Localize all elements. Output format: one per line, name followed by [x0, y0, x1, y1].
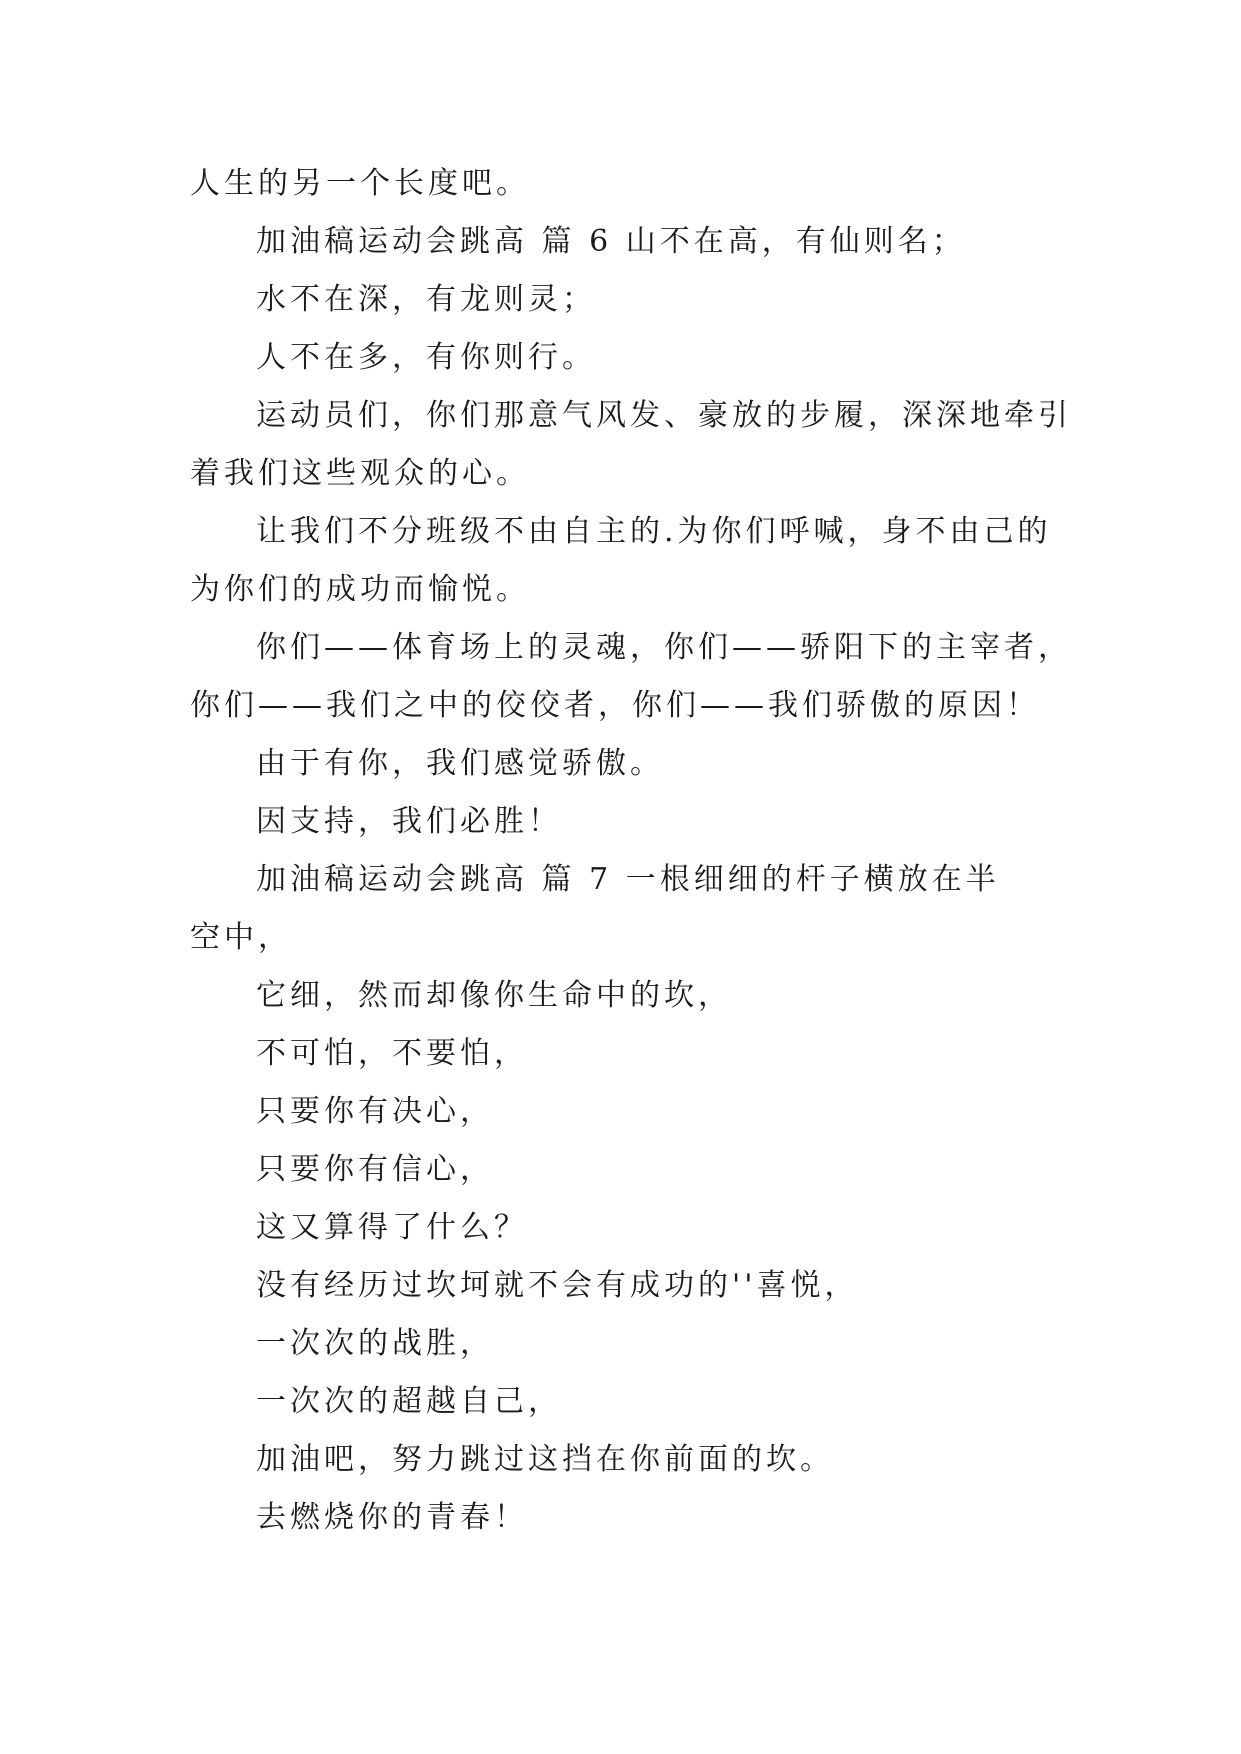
text-line: 人生的另一个长度吧。: [190, 166, 530, 201]
text-line: 运动员们，你们那意气风发、豪放的步履，深深地牵引: [256, 398, 1072, 433]
text-line: 一次次的超越自己，: [256, 1384, 562, 1419]
section-heading-line: 加油稿运动会跳高 篇 6 山不在高，有仙则名；: [256, 224, 966, 259]
text-line: 着我们这些观众的心。: [190, 456, 530, 491]
text-line: 为你们的成功而愉悦。: [190, 572, 530, 607]
text-line: 你们——我们之中的佼佼者，你们——我们骄傲的原因！: [190, 688, 1040, 723]
text-line: 不可怕，不要怕，: [256, 1036, 528, 1071]
text-line: 空中，: [190, 920, 292, 955]
text-line: 它细，然而却像你生命中的坎，: [256, 978, 732, 1013]
text-line: 由于有你，我们感觉骄傲。: [256, 746, 664, 781]
text-line: 水不在深，有龙则灵；: [256, 282, 596, 317]
document-body: [190, 155, 1072, 1547]
text-line: 人不在多，有你则行。: [256, 340, 596, 375]
text-line: 去燃烧你的青春！: [256, 1500, 528, 1535]
text-line: 只要你有信心，: [256, 1152, 494, 1187]
text-line: 让我们不分班级不由自主的.为你们呼喊，身不由己的: [256, 514, 1052, 549]
text-line: 一次次的战胜，: [256, 1326, 494, 1361]
text-line: 没有经历过坎坷就不会有成功的''喜悦，: [256, 1268, 859, 1303]
text-line: 只要你有决心，: [256, 1094, 494, 1129]
section-heading-line: 加油稿运动会跳高 篇 7 一根细细的杆子横放在半: [256, 862, 1000, 897]
text-line: 你们——体育场上的灵魂，你们——骄阳下的主宰者，: [256, 630, 1072, 665]
text-line: 加油吧，努力跳过这挡在你前面的坎。: [256, 1442, 834, 1477]
text-line: 这又算得了什么？: [256, 1210, 528, 1245]
text-line: 因支持，我们必胜！: [256, 804, 562, 839]
